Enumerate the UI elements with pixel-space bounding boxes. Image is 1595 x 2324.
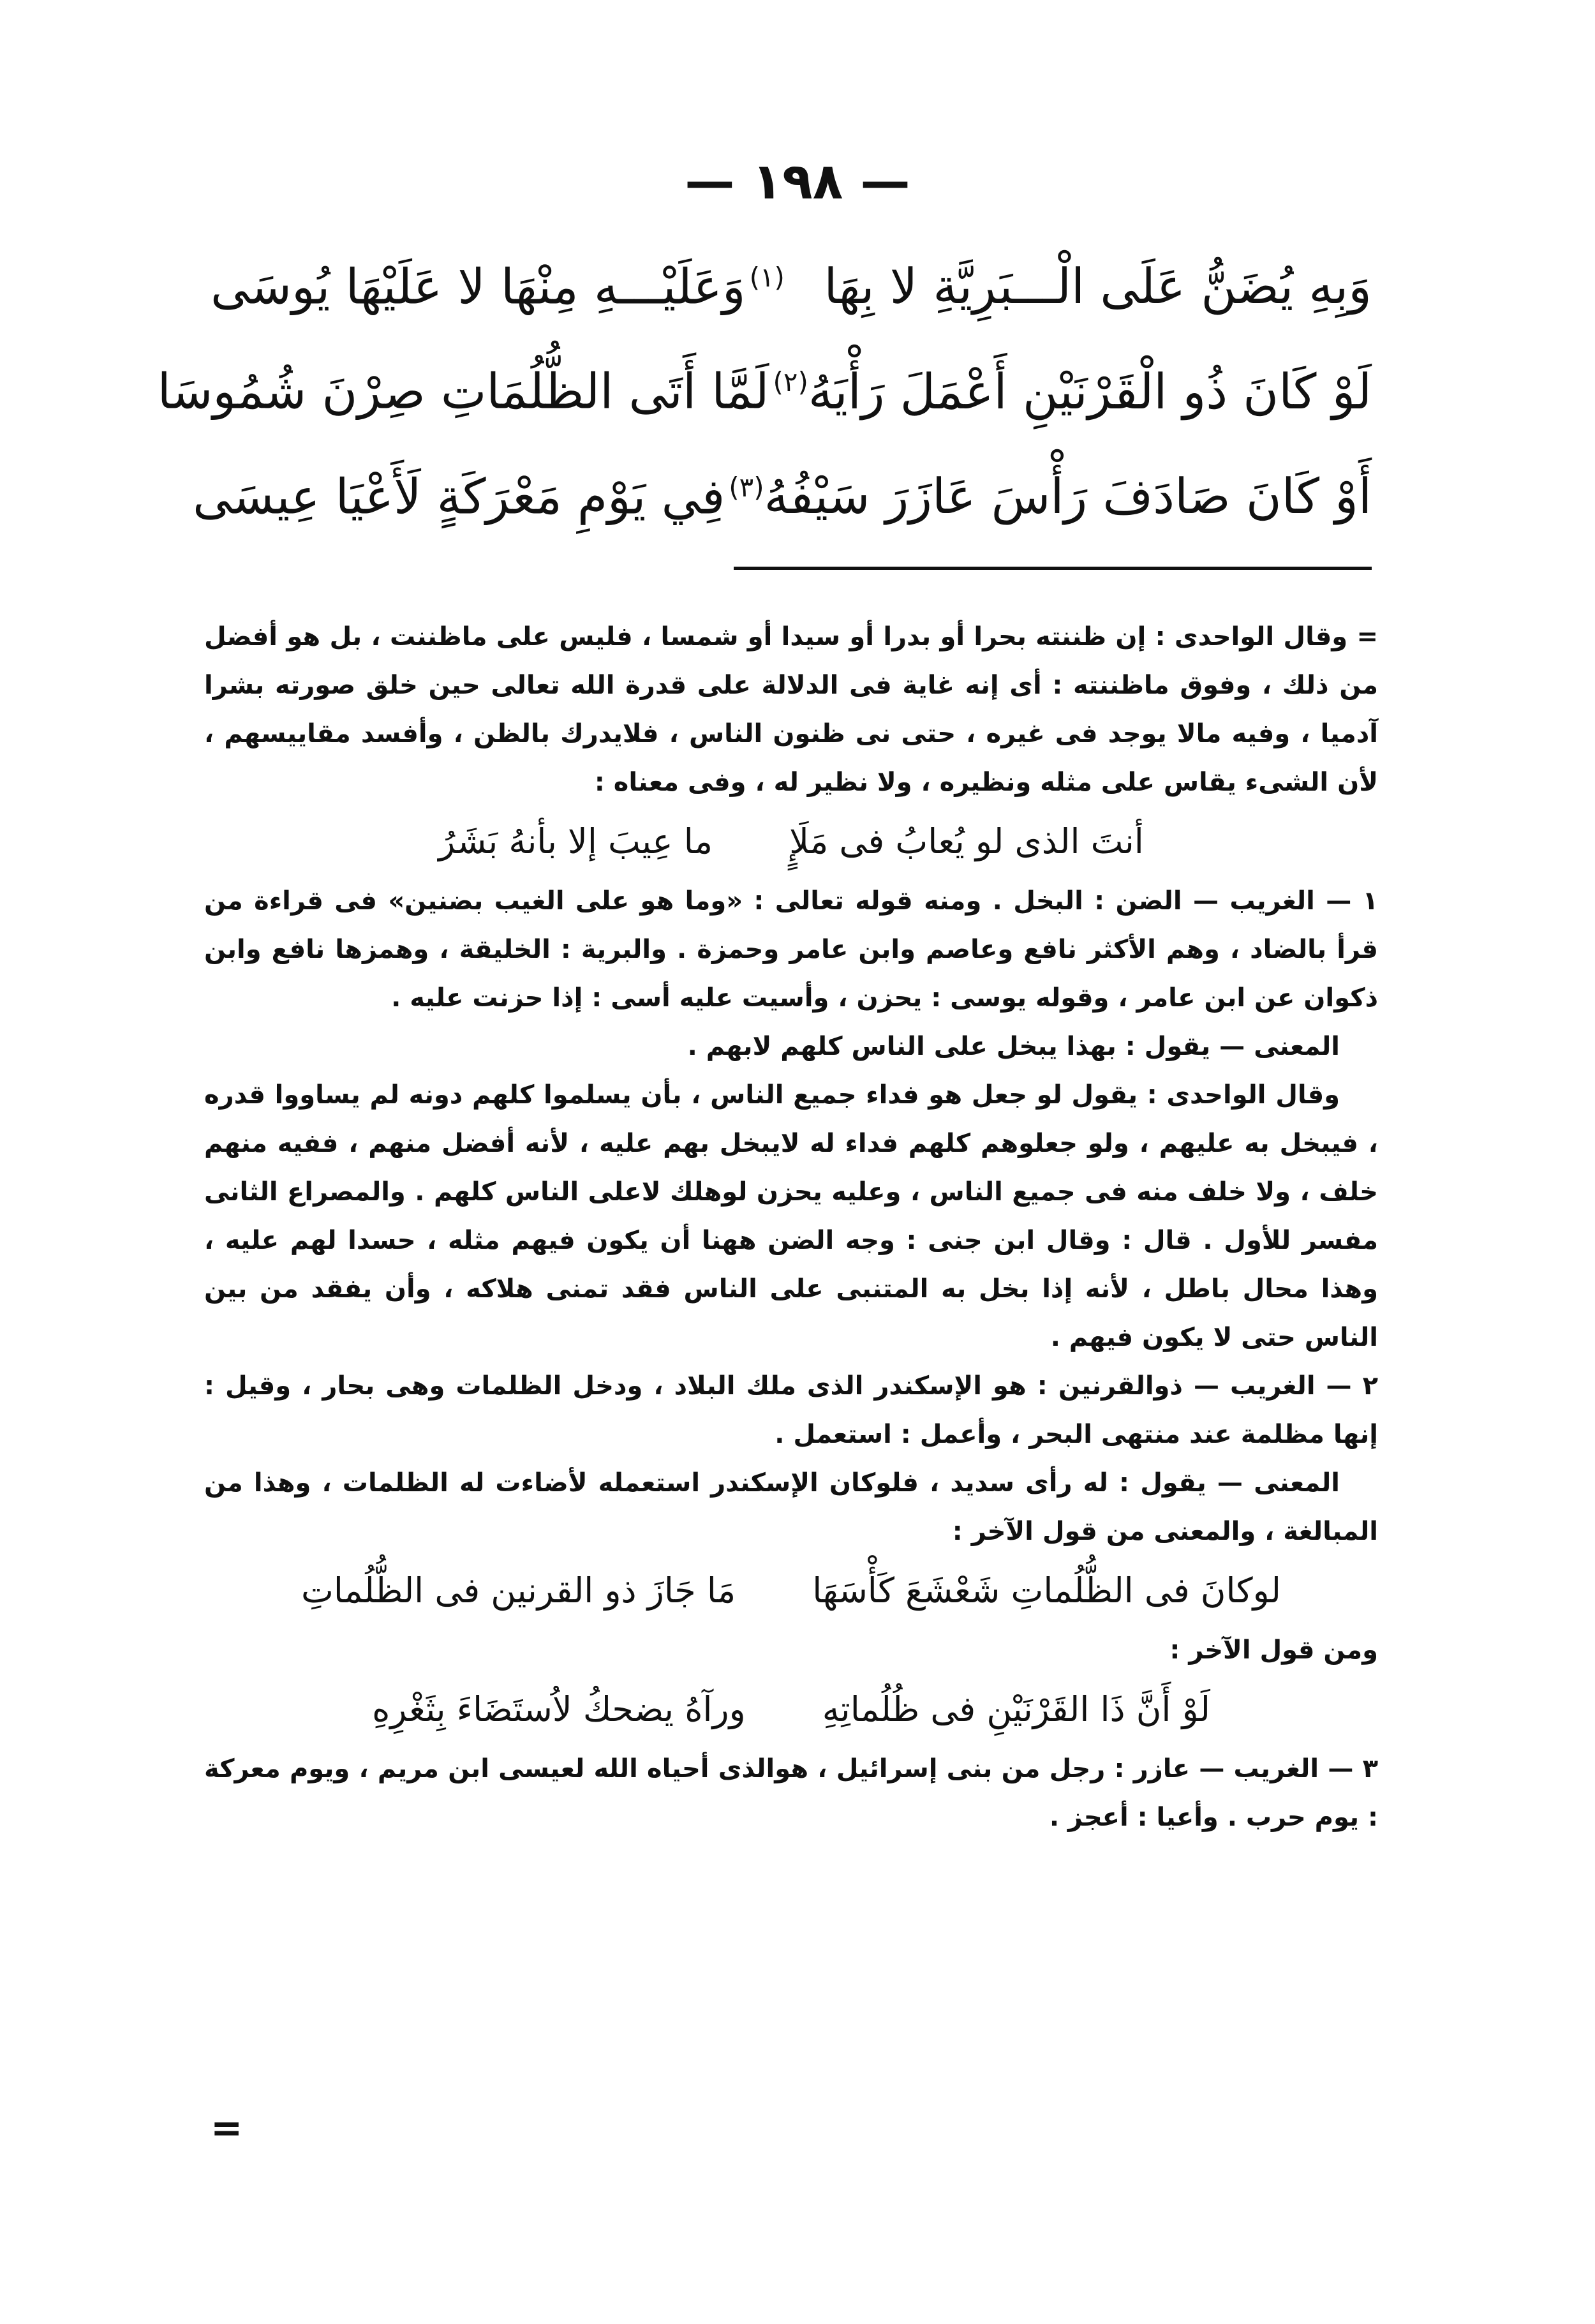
verse-line: [157, 334, 1372, 439]
verse-second-hemistich: [158, 334, 808, 439]
quoted-verse-second: ما عِيبَ إلا بأنهُ بَشَرُ: [438, 821, 713, 861]
quoted-verse-second: مَا جَازَ ذو القرنين فى الظُّلُماتِ: [301, 1570, 736, 1611]
footnote-2: ٢ — الغريب — ذوالقرنين : هو الإسكندر الذى ملك البلاد ، ودخل الظلمات وهى بحار ، وقيل : إنها مظلمة عند منتهى البحر ، وأعمل : استعمل .: [204, 1371, 1378, 1449]
commentary-paragraph: ومن قول الآخر :: [1169, 1635, 1378, 1665]
commentary-paragraph: المعنى — يقول : له رأى سديد ، فلوكان الإسكندر استعمله لأضاءت له الظلمات ، وهذا من المبالغة ، والمعنى من قول الآخر :: [204, 1468, 1378, 1546]
footnote-marker: (١): [749, 262, 785, 293]
footnote-marker: (٢): [773, 366, 808, 398]
verse-line: [211, 230, 1372, 334]
quoted-verse-first: لوكانَ فى الظُّلُماتِ شَعْشَعَ كَأْسَهَا: [812, 1570, 1281, 1611]
quoted-verse-first: أنتَ الذى لو يُعابُ فى مَلَإٍ: [789, 821, 1144, 861]
quoted-verse-first: لَوْ أَنَّ ذَا القَرْنَيْنِ فى ظُلُماتِهِ: [822, 1689, 1210, 1729]
section-divider: [734, 567, 1372, 570]
verse-first-hemistich: أَوْ كَانَ صَادَفَ رَأْسَ عَازَرَ سَيْفُهُ: [764, 467, 1372, 525]
commentary-paragraph: وقال الواحدى : يقول لو جعل هو فداء جميع الناس ، بأن يسلموا كلهم دونه لم يساووا قدره ، فيبخل به عليهم ، ولو جعلوهم كلهم فداء له لايبخل بهم عليه ، لأنه أفضل منهم ، ففيه منهم خلف ، ولا خلف منه فى جميع الناس ، وعليه يحزن لوهلك لاعلى الناس كلهم . والمصراع الثانى مفسر للأول . قال : وقال ابن جنى : وجه الضن ههنا أن يكون فيهم مثله ، حسدا لهم عليه ، وهذا محال باطل ، لأنه إذا بخل به المتنبى على الناس فقد تمنى هلاكه ، وأن يفقد من بين الناس حتى لا يكون فيهم .: [204, 1080, 1378, 1352]
verse-first-hemistich: وَبِهِ يُضَنُّ عَلَى الْـــبَرِيَّةِ لا بِهَا: [824, 258, 1372, 315]
footnote-3: ٣ — الغريب — عازر : رجل من بنى إسرائيل ، هوالذى أحياه الله لعيسى ابن مريم ، ويوم معركة : يوم حرب . وأعيا : أعجز .: [204, 1754, 1378, 1832]
quoted-verse-second: ورآهُ يضحكُ لاُستَضَاءَ بِثَغْرِهِ: [372, 1689, 746, 1729]
page-number: — ١٩٨ —: [685, 153, 910, 211]
poem-verses: [157, 230, 1372, 544]
verse-second-hemistich: [193, 440, 764, 544]
continuation-mark: =: [211, 2106, 243, 2150]
commentary-paragraph: = وقال الواحدى : إن ظننته بحرا أو بدرا أو سيدا أو شمسا ، فليس على ماظننت ، بل هو أفضل من ذلك ، وفوق ماظننته : أى إنه غاية فى الدلالة على قدرة الله تعالى حين خلق صورته بشرا آدميا ، وفيه مالا يوجد فى غيره ، حتى نى ظنون الناس ، فلايدرك بالظن ، وأفسد مقاييسهم ، لأن الشىء يقاس على مثله ونظيره ، ولا نظير له ، وفى معناه :: [204, 622, 1378, 797]
commentary-paragraph: المعنى — يقول : بهذا يبخل على الناس كلهم لابهم .: [687, 1032, 1340, 1061]
verse-line: [193, 440, 1372, 544]
quoted-verse: [204, 807, 1378, 877]
footnote-marker: (٣): [729, 471, 764, 503]
verse-second-hemistich: [211, 230, 785, 334]
verse-first-hemistich: لَوْ كَانَ ذُو الْقَرْنَيْنِ أَعْمَلَ رَأْيَهُ: [808, 362, 1372, 420]
quoted-verse: [204, 1674, 1378, 1745]
footnote-1: ١ — الغريب — الضن : البخل . ومنه قوله تعالى : «وما هو على الغيب بضنين» فى قراءة من قرأ بالضاد ، وهم الأكثر نافع وعاصم وابن عامر وحمزة . والبرية : الخليقة ، وهمزها نافع وابن ذكوان عن ابن عامر ، وقوله يوسى : يحزن ، وأسيت عليه أسى : إذا حزنت عليه .: [204, 886, 1378, 1013]
verse-second-text: فِي يَوْمِ مَعْرَكَةٍ لَأَعْيَا عِيسَى: [193, 467, 725, 525]
verse-second-text: وَعَلَيْـــهِ مِنْهَا لا عَلَيْهَا يُوسَى: [211, 258, 746, 315]
quoted-verse: [204, 1556, 1378, 1626]
verse-second-text: لَمَّا أَتَى الظُّلُمَاتِ صِرْنَ شُمُوسَا: [157, 362, 769, 420]
commentary-text: [204, 613, 1378, 2246]
